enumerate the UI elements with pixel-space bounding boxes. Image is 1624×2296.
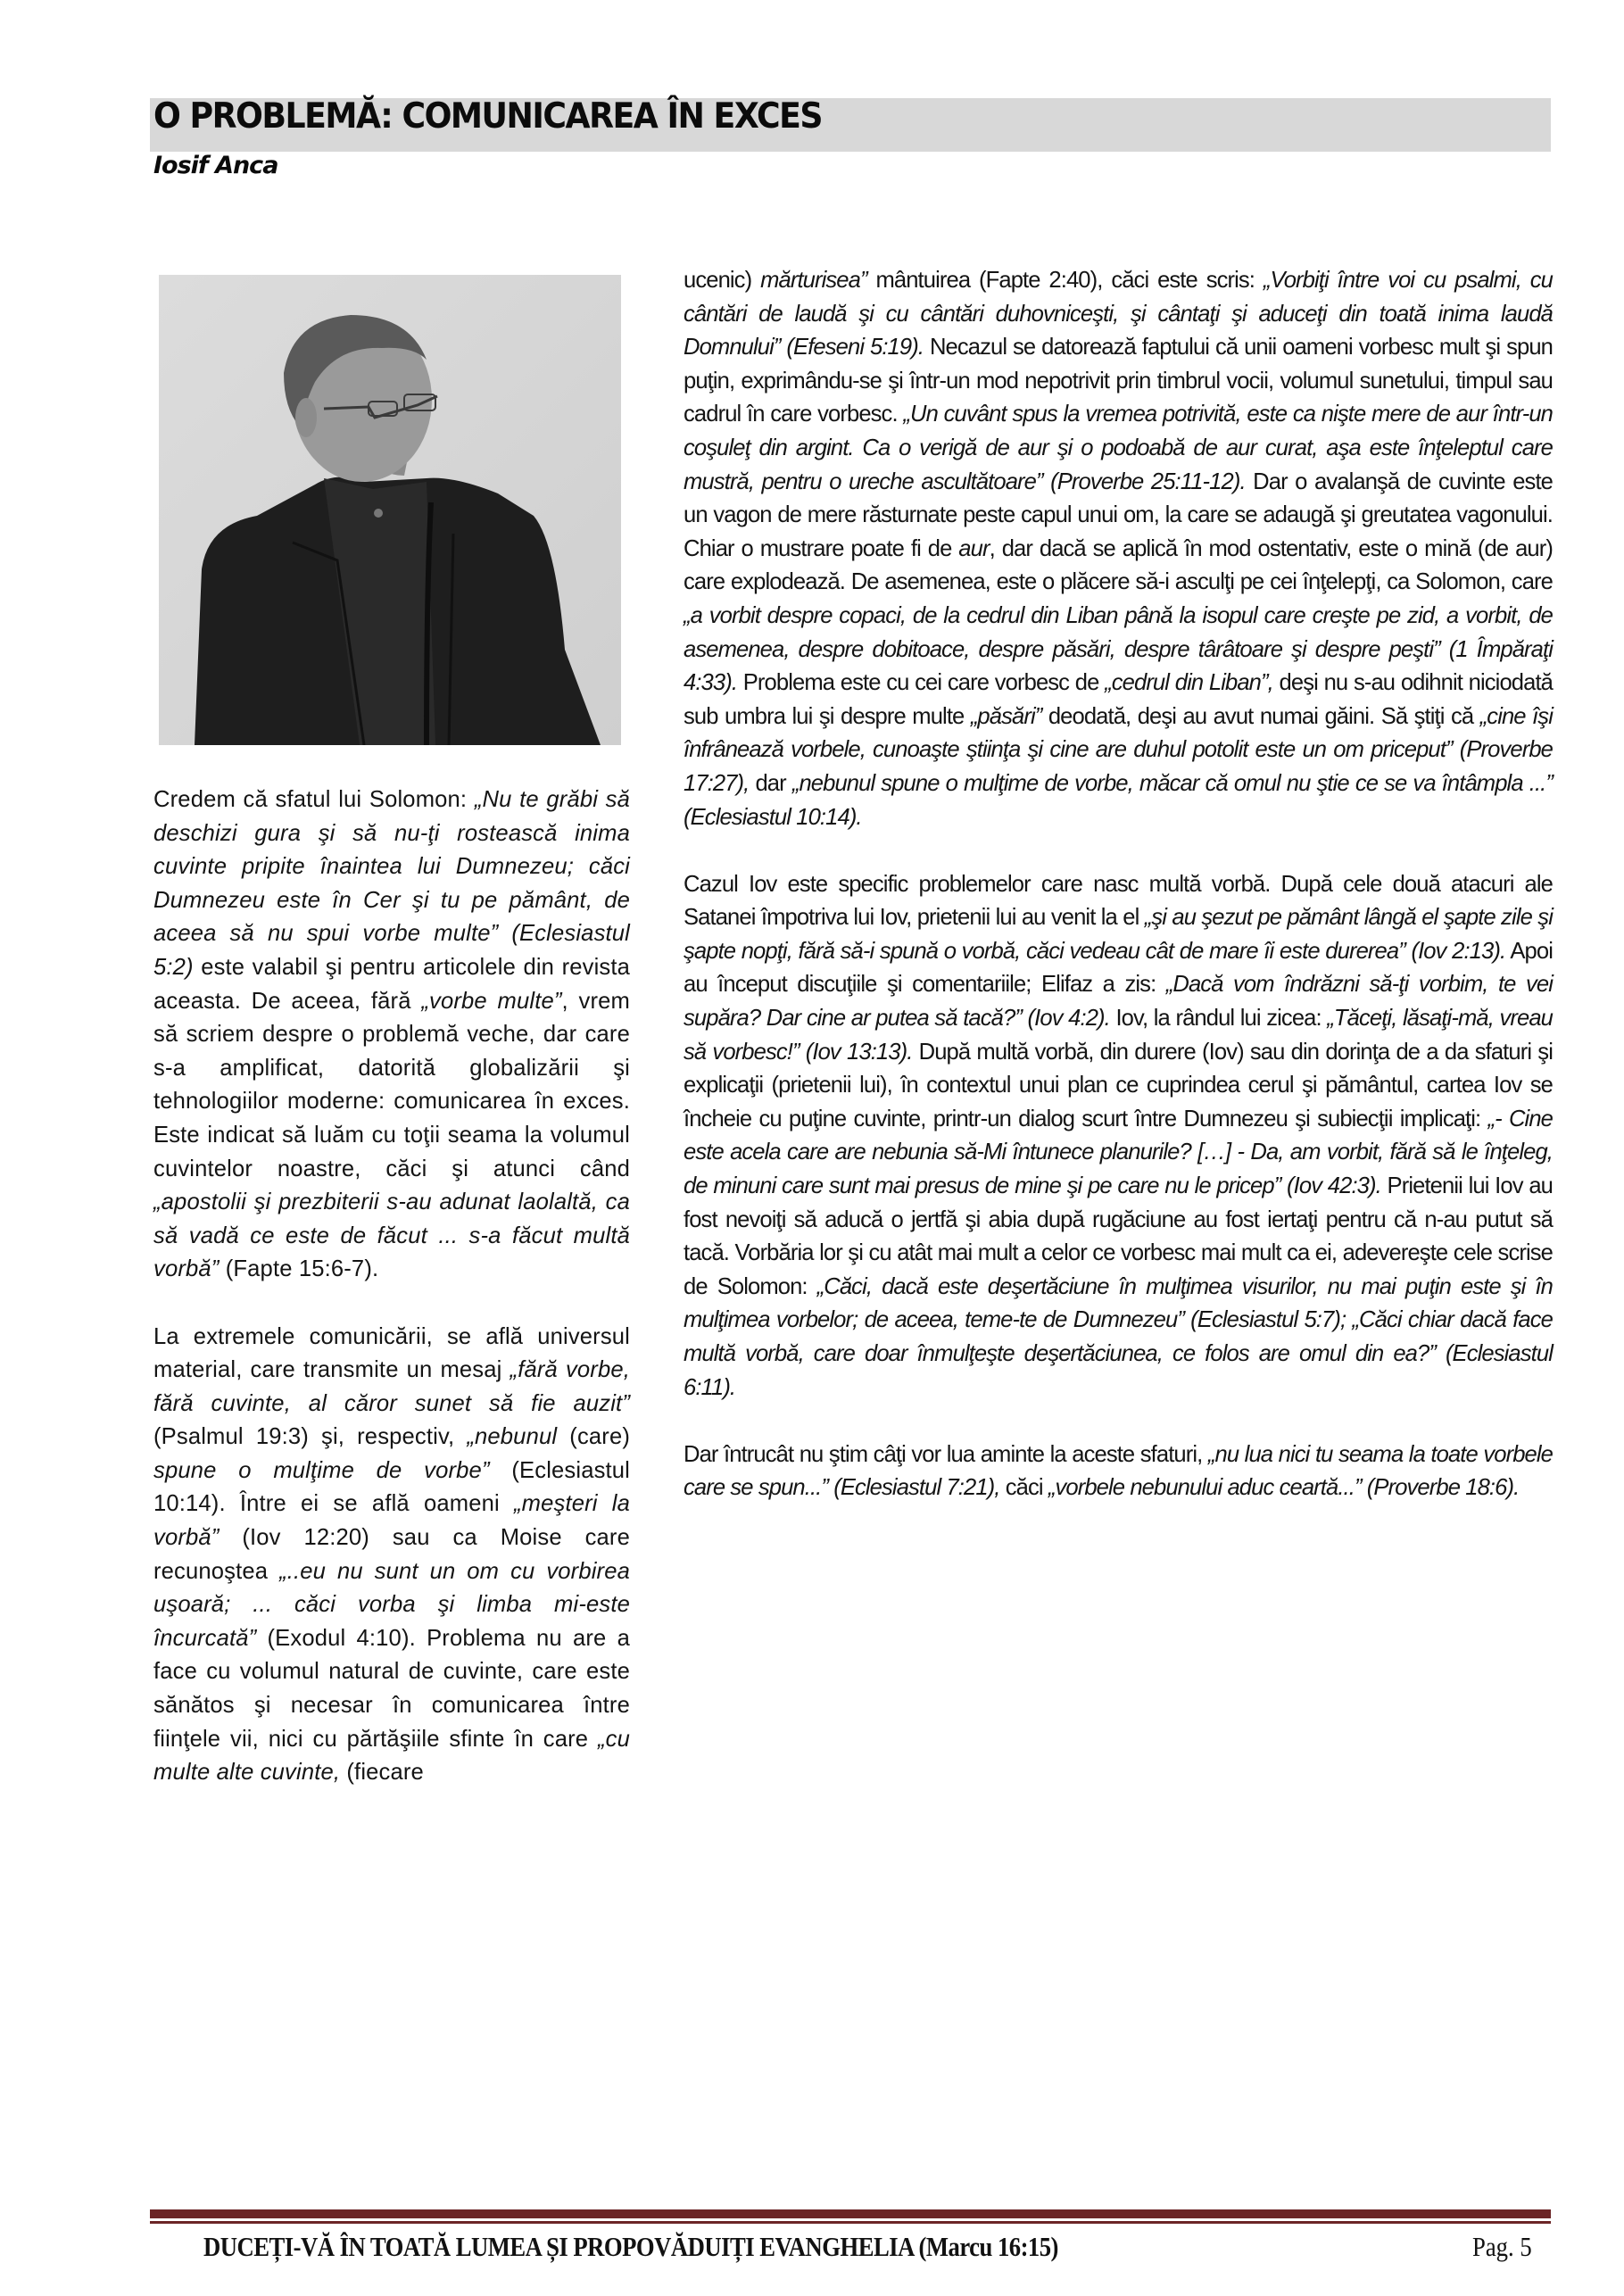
body-text: deodată, deşi au avut numai găini. Să ştiţi că xyxy=(1041,703,1480,729)
body-text: , vrem să scriem despre o problemă veche, dar care s-a amplificat, datorită globalizării şi tehnologiilor moderne: comunicarea în exces. Este indicat să luăm cu toţii seama la volumul cuvintelor noastre, căci şi atunci când xyxy=(153,988,630,1181)
footer-motto: DUCEȚI-VĂ ÎN TOATĂ LUMEA ȘI PROPOVĂDUIȚI EVANGHELIA (Marcu 16:15) xyxy=(203,2231,1058,2262)
quotation-text: „meşteri la vorbă” xyxy=(153,1491,631,1551)
quotation-text: mărturisea” xyxy=(760,268,867,293)
quotation-text: „Nu te grăbi să deschizi gura şi să nu-ţi rostească inima cuvinte pripite înaintea lui Dumnezeu; căci Dumnezeu este în Cer şi tu pe pământ, de aceea să nu spui vorbe multe” (Eclesiastul 5:2) xyxy=(153,787,630,980)
paragraph xyxy=(684,1438,1553,1505)
quotation-text: „vorbe multe” xyxy=(421,988,562,1014)
quotation-text: „Căci, dacă este deşertăciune în mulţimea visurilor, nu mai puţin este şi în mulţimea vorbelor; de aceea, teme-te de Dumnezeu” (Eclesiastul 5:7); „Căci chiar dacă face multă vorbă, care doar înmulţeşte deşertăciunea, ce folos are omul din ea?” (Eclesiastul 6:11). xyxy=(684,1273,1553,1400)
author-photo-illustration xyxy=(159,275,621,745)
right-column xyxy=(684,264,1553,1539)
quotation-text: „vorbele nebunului aduc ceartă...” (Proverbe 18:6). xyxy=(1048,1475,1520,1501)
quotation-text: „fără vorbe, fără cuvinte, al căror sunet să fie auzit” xyxy=(153,1357,630,1416)
body-text: Credem că sfatul lui Solomon: xyxy=(153,787,475,812)
quotation-text: „nebunul spune o mulţime de vorbe, măcar că omul nu ştie ce se va întâmpla ...” (Eclesiastul 10:14). xyxy=(684,770,1554,830)
body-text: mântuirea (Fapte 2:40), căci este scris: xyxy=(866,268,1264,293)
quotation-text: „cedrul din Liban”, xyxy=(1105,670,1273,696)
left-column xyxy=(153,783,630,1823)
body-text: La extremele comunicării, se află universul material, care transmite un mesaj xyxy=(153,1323,630,1383)
body-text: (Psalmul 19:3) şi, respectiv, xyxy=(153,1424,468,1450)
paragraph xyxy=(153,783,630,1287)
quotation-text: „a vorbit despre copaci, de la cedrul din Liban până la isopul care creşte pe zid, a vorbit, de asemenea, despre dobitoace, despre păsări, despre târâtoare şi despre peşti” (1 Împăraţi 4:33). xyxy=(684,602,1553,696)
quotation-text: „..eu nu sunt un om cu vorbirea uşoară; ... căci vorba şi limba mi-este încurcată” xyxy=(153,1558,630,1651)
quotation-text: „nebunul xyxy=(467,1424,558,1450)
body-text: dar xyxy=(749,770,792,796)
body-text: (fiecare xyxy=(340,1760,424,1786)
body-text: Problema este cu cei care vorbesc de xyxy=(737,670,1106,696)
author-photo xyxy=(159,275,621,745)
page-number: Pag. 5 xyxy=(1472,2231,1532,2262)
paragraph xyxy=(153,1321,630,1790)
quotation-text: „cu multe alte cuvinte, xyxy=(153,1726,630,1786)
quotation-text: „Vorbiţi între voi cu psalmi, cu cântări de laudă şi cu cântări duhovniceşti, şi cântaţi şi aduceţi din toată inima laudă Domnului” (Efeseni 5:19). xyxy=(684,268,1553,361)
body-text: Necazul se datorează faptului că unii oameni vorbesc mult şi spun puţin, exprimându-se şi într-un mod nepotrivit prin timbrul vocii, volumul sunetului, timpul sau cadrul în care vorbesc. xyxy=(684,335,1553,427)
body-text: , dar dacă se aplică în mod ostentativ, este o mină (de aur) care explodează. De asemenea, este o plăcere să-i asculţi pe cei înţelepţi, ca Solomon, care xyxy=(684,535,1553,595)
body-text: Apoi au început discuţiile şi comentariile; Elifaz a zis: xyxy=(684,938,1553,998)
body-text: (care) xyxy=(557,1424,631,1450)
quotation-text: „Tăceţi, lăsaţi-mă, vreau să vorbesc!” (Iov 13:13). xyxy=(684,1006,1554,1065)
body-text: (Exodul 4:10). Problema nu are a face cu volumul natural de cuvinte, care este sănătos şi necesar în comunicarea între fiinţele vii, nici cu părtăşiile sfinte în care xyxy=(153,1625,630,1752)
body-text: Cazul Iov este specific problemelor care nasc multă vorbă. După cele două atacuri ale Satanei împotriva lui Iov, prietenii lui au venit la el xyxy=(684,871,1553,931)
quotation-text: „cine îşi înfrânează vorbele, cunoaşte ştiinţa şi cine are duhul potolit este un om priceput” (Proverbe 17:27), xyxy=(684,703,1553,796)
body-text: deşi nu s-au odihnit niciodată sub umbra lui şi despre multe xyxy=(684,670,1554,729)
body-text: Prietenii lui Iov au fost nevoiţi să aducă o jertfă şi abia după rugăciune au fost iertaţi pentru că n-au putut să tacă. Vorbăria lor şi cu atât mai mult a celor ce vorbesc mai mult ca ei, adevereşte cele scrise de Solomon: xyxy=(684,1173,1553,1299)
body-text: ucenic) xyxy=(684,268,761,293)
article-author: Iosif Anca xyxy=(153,152,278,179)
quotation-text: „apostolii şi prezbiterii s-au adunat laolaltă, ca să vadă ce este de făcut ... s-a făcut multă vorbă” xyxy=(153,1189,630,1282)
quotation-text: aur xyxy=(958,535,990,561)
quotation-text: „Dacă vom îndrăzni să-ţi vorbim, te vei supăra? Dar cine ar putea să tacă?” (Iov 4:2). xyxy=(684,972,1553,1032)
body-text: (Iov 12:20) sau ca Moise care recunoştea xyxy=(153,1525,630,1584)
quotation-text: „şi au şezut pe pământ lângă el şapte zile şi şapte nopţi, fără să-i spună o vorbă, căci vedeau cât de mare îi este durerea” (Iov 2:13). xyxy=(684,905,1553,964)
quotation-text: „nu lua nici tu seama la toate vorbele care se spun...” (Eclesiastul 7:21), xyxy=(684,1441,1553,1501)
quotation-text: „- Cine este acela care are nebunia să-Mi întunece planurile? […] - Da, am vorbit, fără să le înţeleg, de minuni care sunt mai presus de mine şi pe care nu le pricep” (Iov 42:3). xyxy=(684,1106,1553,1199)
body-text: este valabil şi pentru articolele din revista aceasta. De aceea, fără xyxy=(153,954,630,1014)
quotation-text: „Un cuvânt spus la vremea potrivită, este ca nişte mere de aur într-un coşuleţ din argint. Ca o verigă de aur şi o podoabă de aur curat, aşa este înţeleptul care mustră, pentru o ureche ascultătoare” (Proverbe 25:11-12). xyxy=(684,402,1553,494)
body-text: (Fapte 15:6-7). xyxy=(219,1256,379,1282)
footer-rule-thin xyxy=(150,2221,1551,2224)
quotation-text: spune o mulţime de vorbe” xyxy=(153,1457,490,1483)
body-text: căci xyxy=(999,1475,1048,1501)
paragraph xyxy=(684,868,1553,1405)
body-text: Dar o avalanşă de cuvinte este un vagon de mere răsturnate peste capul unui om, la care se adaugă şi greutatea vagonului. Chiar o mustrare poate fi de xyxy=(684,468,1553,561)
quotation-text: „păsări” xyxy=(970,703,1042,729)
body-text: (Eclesiastul 10:14). Între ei se află oameni xyxy=(153,1457,631,1517)
body-text: Dar întrucât nu ştim câţi vor lua aminte la aceste sfaturi, xyxy=(684,1441,1208,1467)
article-title: O PROBLEMĂ: COMUNICAREA ÎN EXCES xyxy=(153,96,823,137)
paragraph xyxy=(684,264,1553,834)
body-text: Iov, la rândul lui zicea: xyxy=(1109,1006,1328,1032)
body-text: După multă vorbă, din durere (Iov) sau din dorinţa de a da sfaturi şi explicaţii (prietenii lui), în contextul unui plan ce cuprindea cerul şi pământul, cartea Iov se încheie cu puţine cuvinte, printr-un dialog scurt între Dumnezeu şi subiecţii implicaţi: xyxy=(684,1039,1553,1131)
footer-rule xyxy=(150,2209,1551,2218)
